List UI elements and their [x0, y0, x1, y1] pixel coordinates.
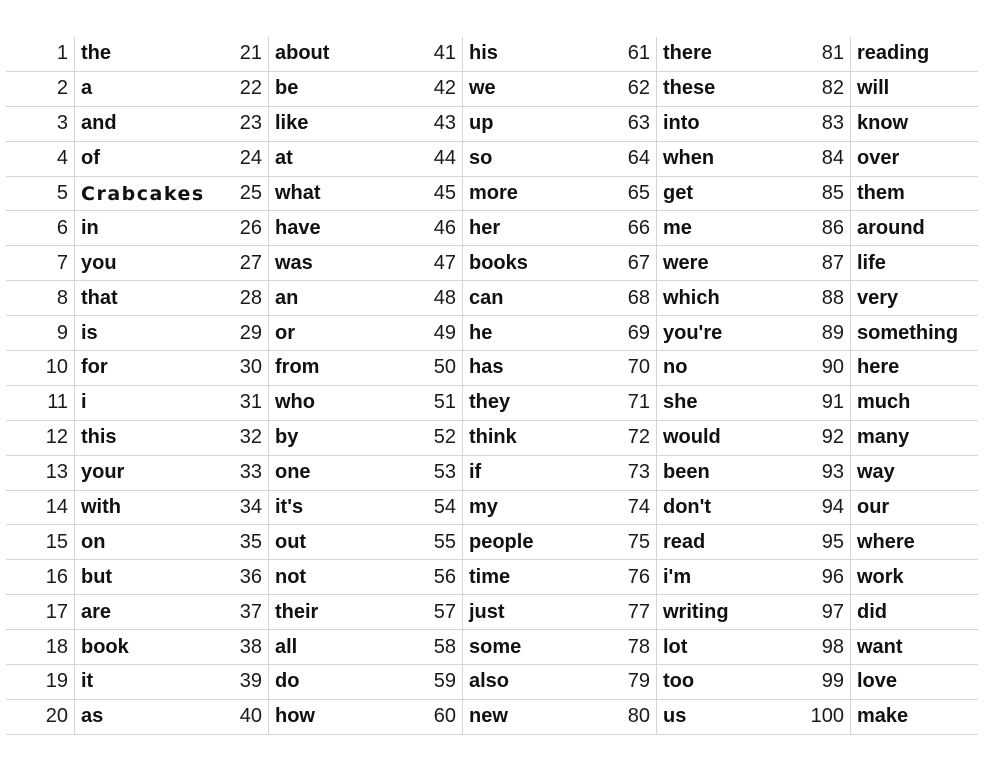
- word-cell: love: [850, 665, 976, 699]
- rank-cell: 47: [433, 251, 456, 274]
- word-cell: he: [462, 316, 588, 350]
- rank-cell: 51: [433, 391, 456, 414]
- word-cell: has: [462, 351, 588, 385]
- word-cell: is: [74, 316, 200, 350]
- rank-cell: 33: [239, 461, 262, 484]
- word-cell: read: [656, 525, 782, 559]
- rank-cell: 70: [627, 356, 650, 379]
- rank-cell: 28: [239, 286, 262, 309]
- rank-cell: 55: [433, 530, 456, 553]
- word-cell: also: [462, 665, 588, 699]
- word-cell: your: [74, 456, 200, 490]
- rank-cell: 6: [56, 216, 68, 239]
- rank-cell: 23: [239, 112, 262, 135]
- rank-cell: 74: [627, 496, 650, 519]
- rank-cell: 56: [433, 565, 456, 588]
- word-cell: many: [850, 421, 976, 455]
- rank-cell: 96: [821, 565, 844, 588]
- rank-cell: 63: [627, 112, 650, 135]
- word-cell: all: [268, 630, 394, 664]
- word-cell: one: [268, 456, 394, 490]
- word-cell: books: [462, 246, 588, 280]
- word-cell: were: [656, 246, 782, 280]
- word-cell: the: [74, 37, 200, 71]
- rank-cell: 86: [821, 216, 844, 239]
- word-cell: where: [850, 525, 976, 559]
- word-cell: way: [850, 456, 976, 490]
- rank-cell: 69: [627, 321, 650, 344]
- rank-cell: 62: [627, 77, 650, 100]
- word-cell: more: [462, 177, 588, 211]
- rank-cell: 45: [433, 182, 456, 204]
- word-cell: that: [74, 281, 200, 315]
- word-cell: do: [268, 665, 394, 699]
- word-cell: when: [656, 142, 782, 176]
- word-cell: these: [656, 72, 782, 106]
- word-frequency-table: [6, 37, 978, 735]
- word-cell: they: [462, 386, 588, 420]
- rank-cell: 59: [433, 670, 456, 693]
- word-cell: you're: [656, 316, 782, 350]
- rank-cell: 85: [821, 182, 844, 204]
- rank-cell: 89: [821, 321, 844, 344]
- word-cell: them: [850, 177, 976, 211]
- word-cell: book: [74, 630, 200, 664]
- table-row: [6, 211, 978, 246]
- word-cell: who: [268, 386, 394, 420]
- word-cell: too: [656, 665, 782, 699]
- table-row: [6, 595, 978, 630]
- rank-cell: 24: [239, 147, 262, 170]
- word-cell: here: [850, 351, 976, 385]
- rank-cell: 22: [239, 77, 262, 100]
- word-cell: new: [462, 700, 588, 734]
- word-cell: on: [74, 525, 200, 559]
- rank-cell: 17: [45, 600, 68, 623]
- word-cell: with: [74, 491, 200, 525]
- rank-cell: 34: [239, 496, 262, 519]
- rank-cell: 66: [627, 216, 650, 239]
- word-cell: our: [850, 491, 976, 525]
- table-row: [6, 386, 978, 421]
- table-row: [6, 421, 978, 456]
- table-row: [6, 107, 978, 142]
- word-cell: was: [268, 246, 394, 280]
- word-cell: me: [656, 211, 782, 245]
- word-cell: in: [74, 211, 200, 245]
- rank-cell: 30: [239, 356, 262, 379]
- rank-cell: 94: [821, 496, 844, 519]
- rank-cell: 50: [433, 356, 456, 379]
- word-cell: no: [656, 351, 782, 385]
- rank-cell: 37: [239, 600, 262, 623]
- rank-cell: 73: [627, 461, 650, 484]
- word-cell: of: [74, 142, 200, 176]
- rank-cell: 99: [821, 670, 844, 693]
- rank-cell: 13: [45, 461, 68, 484]
- word-cell: not: [268, 560, 394, 594]
- rank-cell: 36: [239, 565, 262, 588]
- word-cell: lot: [656, 630, 782, 664]
- rank-cell: 27: [239, 251, 262, 274]
- rank-cell: 16: [45, 565, 68, 588]
- rank-cell: 39: [239, 670, 262, 693]
- rank-cell: 75: [627, 530, 650, 553]
- rank-cell: 35: [239, 530, 262, 553]
- rank-cell: 77: [627, 600, 650, 623]
- rank-cell: 2: [56, 77, 68, 100]
- word-cell: would: [656, 421, 782, 455]
- rank-cell: 11: [47, 391, 68, 414]
- word-cell: as: [74, 700, 200, 734]
- word-cell: his: [462, 37, 588, 71]
- word-cell: something: [850, 316, 976, 350]
- word-cell: reading: [850, 37, 976, 71]
- rank-cell: 9: [56, 321, 68, 344]
- table-row: [6, 177, 978, 212]
- word-cell: there: [656, 37, 782, 71]
- word-cell: at: [268, 142, 394, 176]
- rank-cell: 71: [627, 391, 650, 414]
- rank-cell: 80: [627, 705, 650, 728]
- rank-cell: 19: [45, 670, 68, 693]
- word-cell: some: [462, 630, 588, 664]
- rank-cell: 88: [821, 286, 844, 309]
- rank-cell: 44: [433, 147, 456, 170]
- rank-cell: 58: [433, 635, 456, 658]
- rank-cell: 61: [627, 42, 650, 65]
- rank-cell: 20: [45, 705, 68, 728]
- rank-cell: 3: [56, 112, 68, 135]
- word-cell: Crabcakes: [74, 177, 200, 211]
- rank-cell: 49: [433, 321, 456, 344]
- word-cell: how: [268, 700, 394, 734]
- word-cell: us: [656, 700, 782, 734]
- word-cell: you: [74, 246, 200, 280]
- word-cell: for: [74, 351, 200, 385]
- rank-cell: 82: [821, 77, 844, 100]
- word-cell: time: [462, 560, 588, 594]
- word-cell: it: [74, 665, 200, 699]
- rank-cell: 10: [45, 356, 68, 379]
- word-cell: and: [74, 107, 200, 141]
- word-cell: writing: [656, 595, 782, 629]
- rank-cell: 78: [627, 635, 650, 658]
- rank-cell: 81: [821, 42, 844, 65]
- rank-cell: 46: [433, 216, 456, 239]
- word-cell: very: [850, 281, 976, 315]
- rank-cell: 57: [433, 600, 456, 623]
- rank-cell: 100: [810, 705, 844, 728]
- rank-cell: 32: [239, 426, 262, 449]
- rank-cell: 8: [56, 286, 68, 309]
- rank-cell: 38: [239, 635, 262, 658]
- rank-cell: 64: [627, 147, 650, 170]
- rank-cell: 68: [627, 286, 650, 309]
- rank-cell: 84: [821, 147, 844, 170]
- rank-cell: 93: [821, 461, 844, 484]
- word-cell: like: [268, 107, 394, 141]
- rank-cell: 14: [45, 496, 68, 519]
- word-cell: a: [74, 72, 200, 106]
- rank-cell: 92: [821, 426, 844, 449]
- word-cell: around: [850, 211, 976, 245]
- rank-cell: 26: [239, 216, 262, 239]
- word-cell: from: [268, 351, 394, 385]
- rank-cell: 40: [239, 705, 262, 728]
- word-cell: but: [74, 560, 200, 594]
- table-row: [6, 525, 978, 560]
- word-cell: by: [268, 421, 394, 455]
- word-cell: can: [462, 281, 588, 315]
- word-cell: did: [850, 595, 976, 629]
- rank-cell: 76: [627, 565, 650, 588]
- table-row: [6, 456, 978, 491]
- word-cell: are: [74, 595, 200, 629]
- word-cell: i: [74, 386, 200, 420]
- rank-cell: 48: [433, 286, 456, 309]
- rank-cell: 90: [821, 356, 844, 379]
- rank-cell: 7: [56, 251, 68, 274]
- word-cell: don't: [656, 491, 782, 525]
- rank-cell: 12: [45, 426, 68, 449]
- table-row: [6, 246, 978, 281]
- table-row: [6, 351, 978, 386]
- word-cell: people: [462, 525, 588, 559]
- table-row: [6, 142, 978, 177]
- word-cell: over: [850, 142, 976, 176]
- word-cell: which: [656, 281, 782, 315]
- rank-cell: 97: [821, 600, 844, 623]
- rank-cell: 41: [433, 42, 456, 65]
- word-cell: will: [850, 72, 976, 106]
- rank-cell: 67: [627, 251, 650, 274]
- word-cell: we: [462, 72, 588, 106]
- rank-cell: 91: [821, 391, 844, 414]
- table-row: [6, 72, 978, 107]
- word-cell: her: [462, 211, 588, 245]
- rank-cell: 72: [627, 426, 650, 449]
- word-cell: what: [268, 177, 394, 211]
- rank-cell: 5: [56, 182, 68, 204]
- rank-cell: 52: [433, 426, 456, 449]
- table-row: [6, 630, 978, 665]
- word-cell: want: [850, 630, 976, 664]
- word-cell: get: [656, 177, 782, 211]
- word-cell: their: [268, 595, 394, 629]
- rank-cell: 65: [627, 182, 650, 204]
- word-cell: about: [268, 37, 394, 71]
- table-row: [6, 560, 978, 595]
- word-cell: or: [268, 316, 394, 350]
- word-cell: my: [462, 491, 588, 525]
- rank-cell: 53: [433, 461, 456, 484]
- word-cell: life: [850, 246, 976, 280]
- table-row: [6, 37, 978, 72]
- word-cell: have: [268, 211, 394, 245]
- rank-cell: 83: [821, 112, 844, 135]
- rank-cell: 42: [433, 77, 456, 100]
- rank-cell: 98: [821, 635, 844, 658]
- rank-cell: 4: [56, 147, 68, 170]
- word-cell: make: [850, 700, 976, 734]
- word-cell: it's: [268, 491, 394, 525]
- word-cell: much: [850, 386, 976, 420]
- rank-cell: 21: [239, 42, 262, 65]
- table-row: [6, 491, 978, 526]
- table-row: [6, 665, 978, 700]
- rank-cell: 79: [627, 670, 650, 693]
- rank-cell: 54: [433, 496, 456, 519]
- rank-cell: 29: [239, 321, 262, 344]
- word-cell: this: [74, 421, 200, 455]
- table-row: [6, 700, 978, 735]
- word-cell: an: [268, 281, 394, 315]
- rank-cell: 43: [433, 112, 456, 135]
- word-cell: work: [850, 560, 976, 594]
- table-row: [6, 316, 978, 351]
- word-cell: into: [656, 107, 782, 141]
- word-cell: just: [462, 595, 588, 629]
- word-cell: so: [462, 142, 588, 176]
- word-cell: up: [462, 107, 588, 141]
- word-cell: be: [268, 72, 394, 106]
- rank-cell: 60: [433, 705, 456, 728]
- word-cell: been: [656, 456, 782, 490]
- rank-cell: 18: [45, 635, 68, 658]
- word-cell: i'm: [656, 560, 782, 594]
- word-cell: if: [462, 456, 588, 490]
- table-row: [6, 281, 978, 316]
- rank-cell: 25: [239, 182, 262, 204]
- rank-cell: 87: [821, 251, 844, 274]
- rank-cell: 31: [239, 391, 262, 414]
- word-cell: think: [462, 421, 588, 455]
- rank-cell: 15: [45, 530, 68, 553]
- rank-cell: 95: [821, 530, 844, 553]
- word-cell: know: [850, 107, 976, 141]
- rank-cell: 1: [56, 42, 68, 65]
- word-cell: out: [268, 525, 394, 559]
- word-cell: she: [656, 386, 782, 420]
